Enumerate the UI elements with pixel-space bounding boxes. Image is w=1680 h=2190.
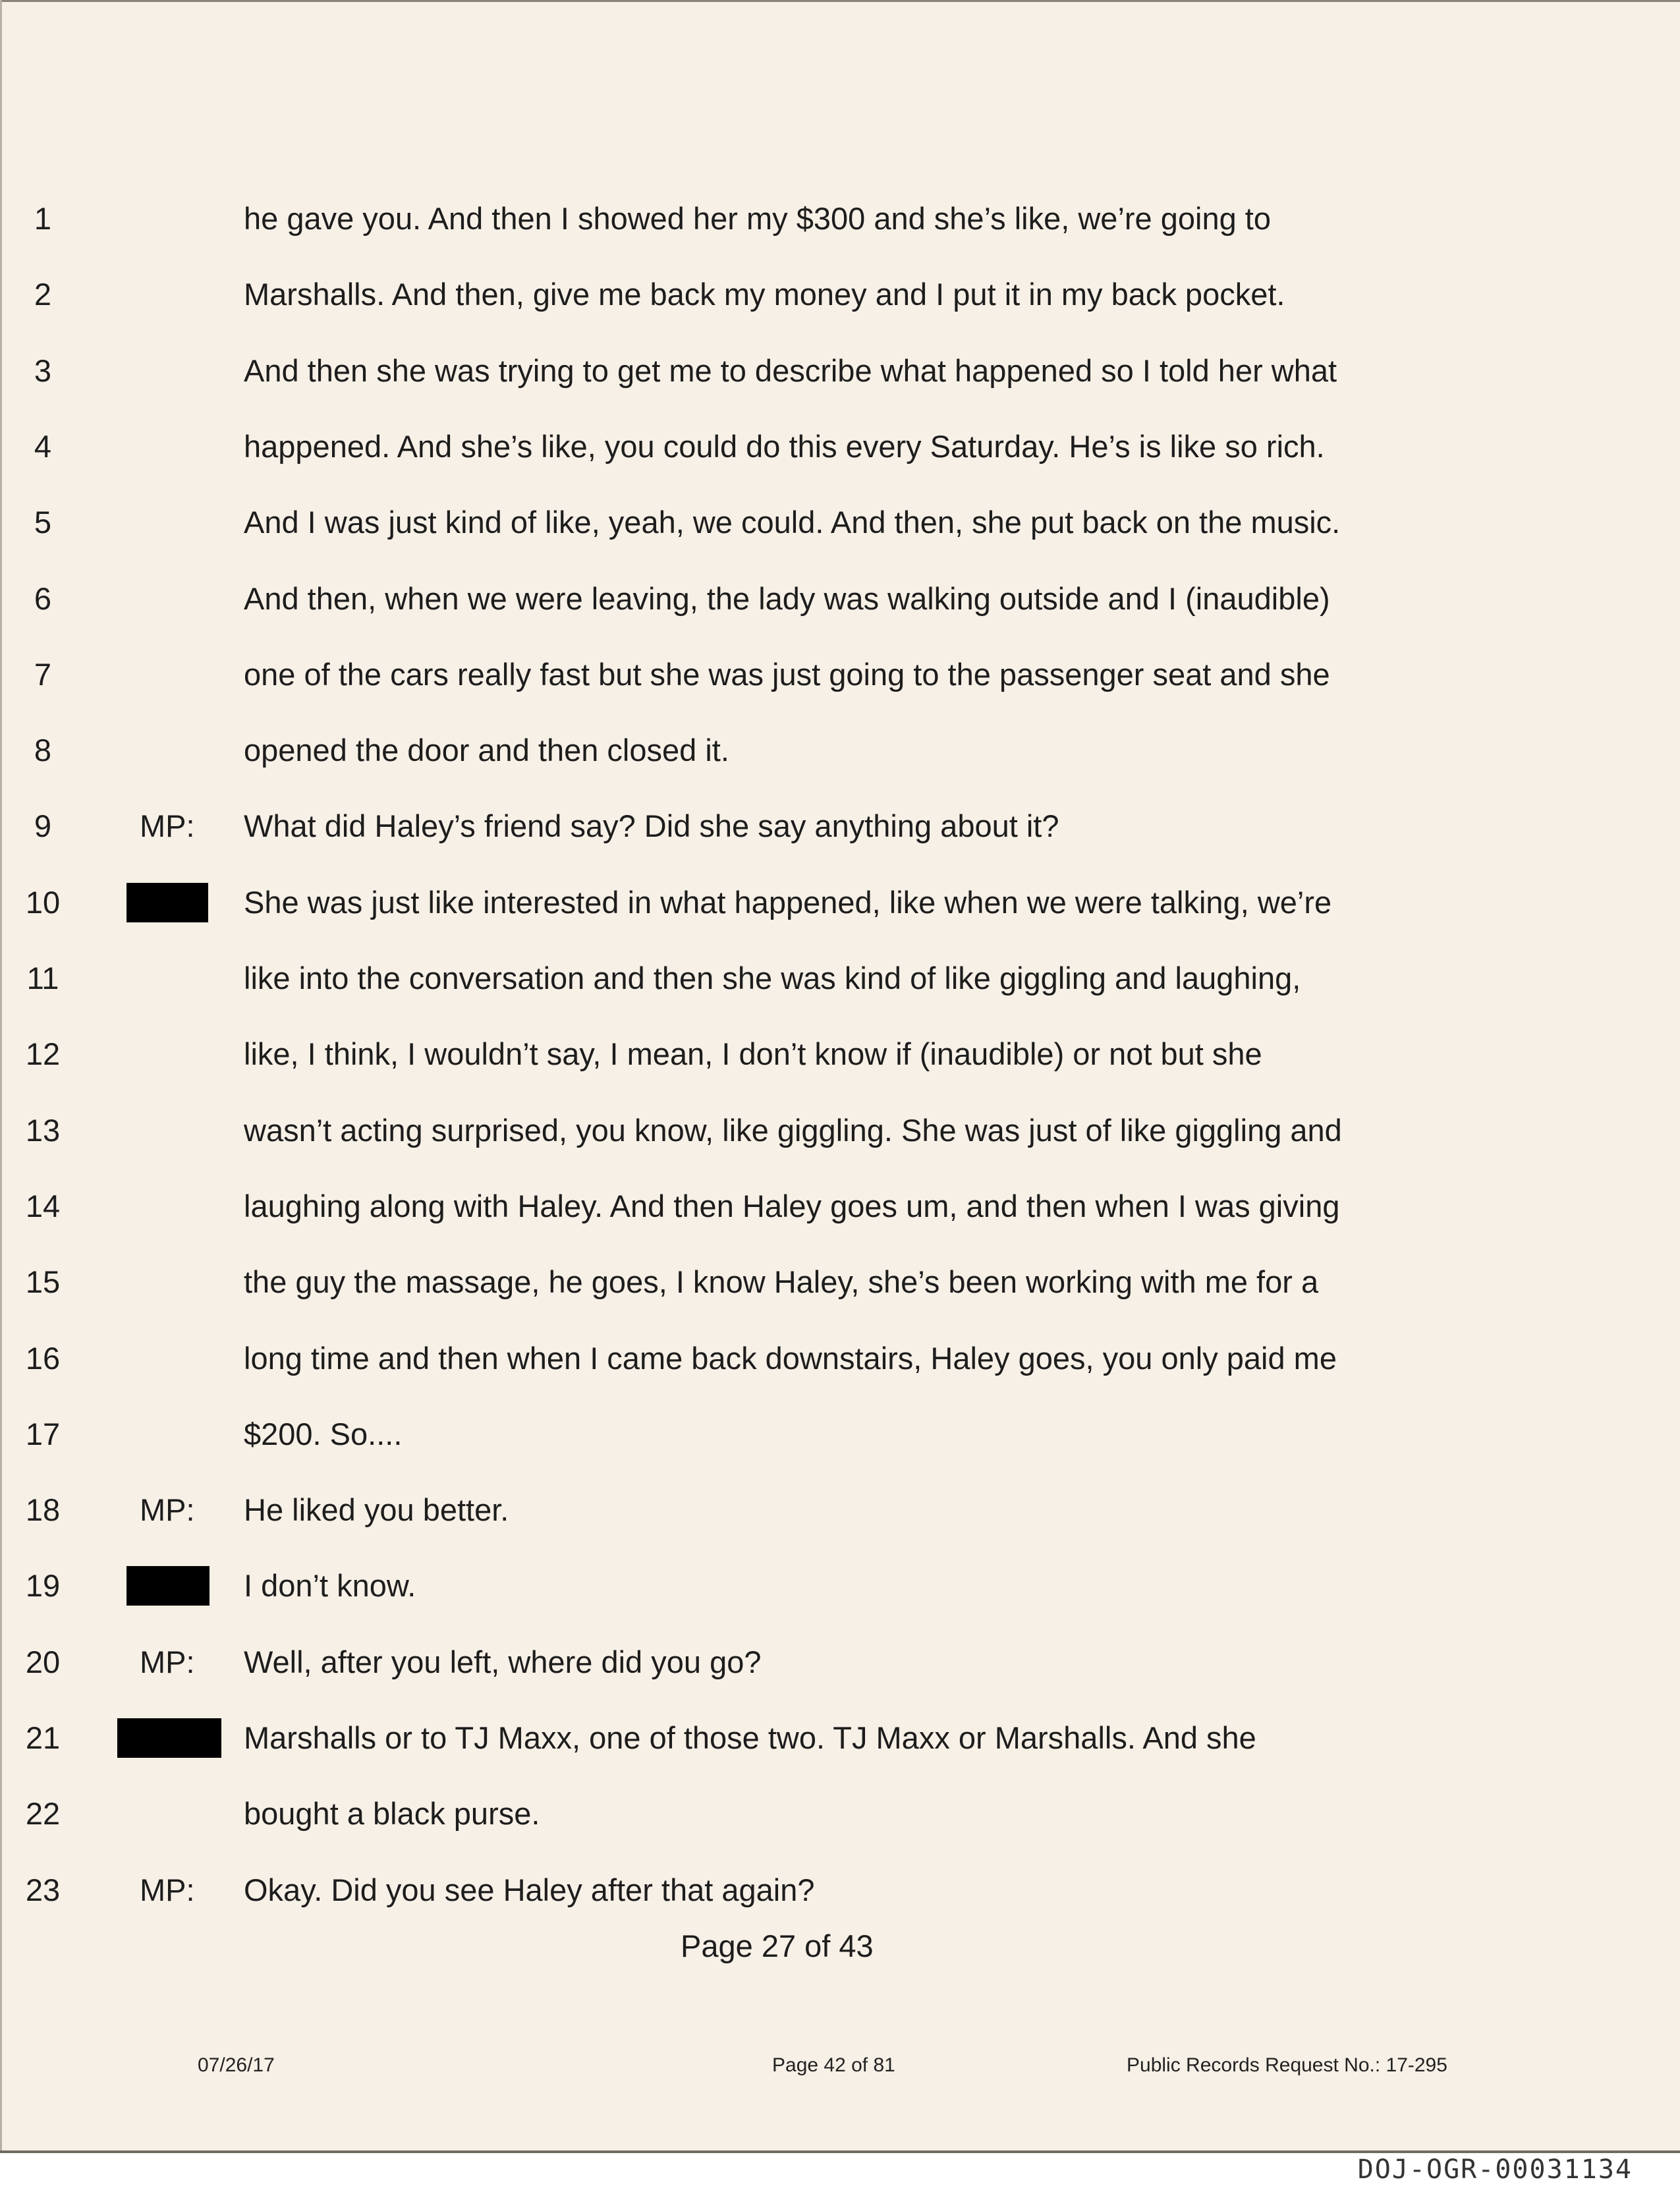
transcript-line — [0, 1173, 1680, 1226]
line-text: he gave you. And then I showed her my $300 and she’s like, we’re going to — [244, 201, 1271, 236]
line-number: 4 — [34, 429, 52, 464]
transcript-line — [0, 1098, 1680, 1150]
transcript-line — [0, 186, 1680, 239]
transcript-line — [0, 1477, 1680, 1530]
footer-records-request: Public Records Request No.: 17-295 — [1127, 2054, 1447, 2076]
line-text: She was just like interested in what happened, like when we were talking, we’re — [244, 885, 1332, 920]
redaction-block — [126, 1566, 210, 1606]
line-text: What did Haley’s friend say? Did she say anything about it? — [244, 808, 1059, 843]
line-text: And then she was trying to get me to describe what happened so I told her what — [244, 353, 1337, 388]
line-text: wasn’t acting surprised, you know, like giggling. She was just of like giggling and — [244, 1113, 1342, 1148]
line-number: 22 — [25, 1796, 61, 1831]
transcript-line — [0, 490, 1680, 542]
transcript-line — [0, 1553, 1680, 1606]
transcript-line — [0, 262, 1680, 314]
redaction-block — [126, 883, 208, 922]
line-number: 12 — [25, 1036, 61, 1071]
line-number: 7 — [34, 657, 52, 692]
transcript-line — [0, 338, 1680, 391]
line-text: Marshalls or to TJ Maxx, one of those two. TJ Maxx or Marshalls. And she — [244, 1720, 1256, 1755]
line-number: 13 — [25, 1113, 61, 1148]
line-number: 3 — [34, 353, 52, 388]
line-text: Okay. Did you see Haley after that again? — [244, 1872, 815, 1907]
transcript-line — [0, 1629, 1680, 1682]
line-number: 15 — [25, 1264, 61, 1299]
line-text: He liked you better. — [244, 1492, 509, 1527]
line-number: 21 — [25, 1720, 61, 1755]
line-text: opened the door and then closed it. — [244, 733, 729, 768]
line-text: Well, after you left, where did you go? — [244, 1644, 762, 1679]
transcript-line — [0, 1781, 1680, 1834]
transcript-line — [0, 793, 1680, 846]
speaker-label: MP: — [140, 1872, 195, 1907]
transcript-line — [0, 1021, 1680, 1074]
line-number: 18 — [25, 1492, 61, 1527]
line-text: And then, when we were leaving, the lady was walking outside and I (inaudible) — [244, 581, 1330, 616]
speaker-label: MP: — [140, 1644, 195, 1679]
speaker-label: MP: — [140, 808, 195, 843]
transcript-line — [0, 945, 1680, 998]
line-number: 16 — [25, 1341, 61, 1376]
transcript-line — [0, 870, 1680, 922]
line-number: 6 — [34, 581, 52, 616]
footer-page-number: Page 42 of 81 — [772, 2054, 895, 2076]
transcript-line — [0, 1401, 1680, 1454]
transcript-line — [0, 566, 1680, 619]
transcript-line — [0, 642, 1680, 694]
line-text: I don’t know. — [244, 1568, 416, 1603]
speaker-label: MP: — [140, 1492, 195, 1527]
line-text: happened. And she’s like, you could do this every Saturday. He’s is like so rich. — [244, 429, 1325, 464]
line-text: And I was just kind of like, yeah, we could. And then, she put back on the music. — [244, 505, 1341, 540]
redaction-block — [117, 1718, 221, 1758]
line-number: 20 — [25, 1644, 61, 1679]
line-text: like, I think, I wouldn’t say, I mean, I don’t know if (inaudible) or not but she — [244, 1036, 1262, 1071]
line-number: 5 — [34, 505, 52, 540]
line-text: one of the cars really fast but she was just going to the passenger seat and she — [244, 657, 1330, 692]
line-number: 2 — [34, 277, 52, 312]
bates-number: DOJ-OGR-00031134 — [1357, 2154, 1633, 2185]
line-text: like into the conversation and then she was kind of like giggling and laughing, — [244, 961, 1301, 996]
transcript-line — [0, 1249, 1680, 1302]
page-bottom-edge — [0, 2150, 1680, 2153]
line-text: bought a black purse. — [244, 1796, 540, 1831]
line-number: 8 — [34, 733, 52, 768]
line-number: 14 — [25, 1189, 61, 1223]
transcript-line — [0, 1326, 1680, 1378]
line-number: 9 — [34, 808, 52, 843]
line-text: the guy the massage, he goes, I know Haley, she’s been working with me for a — [244, 1264, 1319, 1299]
transcript-line — [0, 1857, 1680, 1910]
transcript-page-number: Page 27 of 43 — [681, 1928, 874, 1963]
transcript-line — [0, 1705, 1680, 1758]
line-text: laughing along with Haley. And then Haley goes um, and then when I was giving — [244, 1189, 1340, 1223]
line-number: 23 — [25, 1872, 61, 1907]
line-number: 19 — [25, 1568, 61, 1603]
footer-date: 07/26/17 — [198, 2054, 275, 2076]
line-text: $200. So.... — [244, 1417, 403, 1451]
line-number: 1 — [34, 201, 52, 236]
transcript-line — [0, 414, 1680, 466]
line-number: 10 — [25, 885, 61, 920]
line-number: 17 — [25, 1417, 61, 1451]
line-number: 11 — [26, 961, 59, 996]
transcript-line — [0, 717, 1680, 770]
line-text: long time and then when I came back downstairs, Haley goes, you only paid me — [244, 1341, 1337, 1376]
page-top-edge — [0, 0, 1680, 2]
line-text: Marshalls. And then, give me back my money and I put it in my back pocket. — [244, 277, 1285, 312]
